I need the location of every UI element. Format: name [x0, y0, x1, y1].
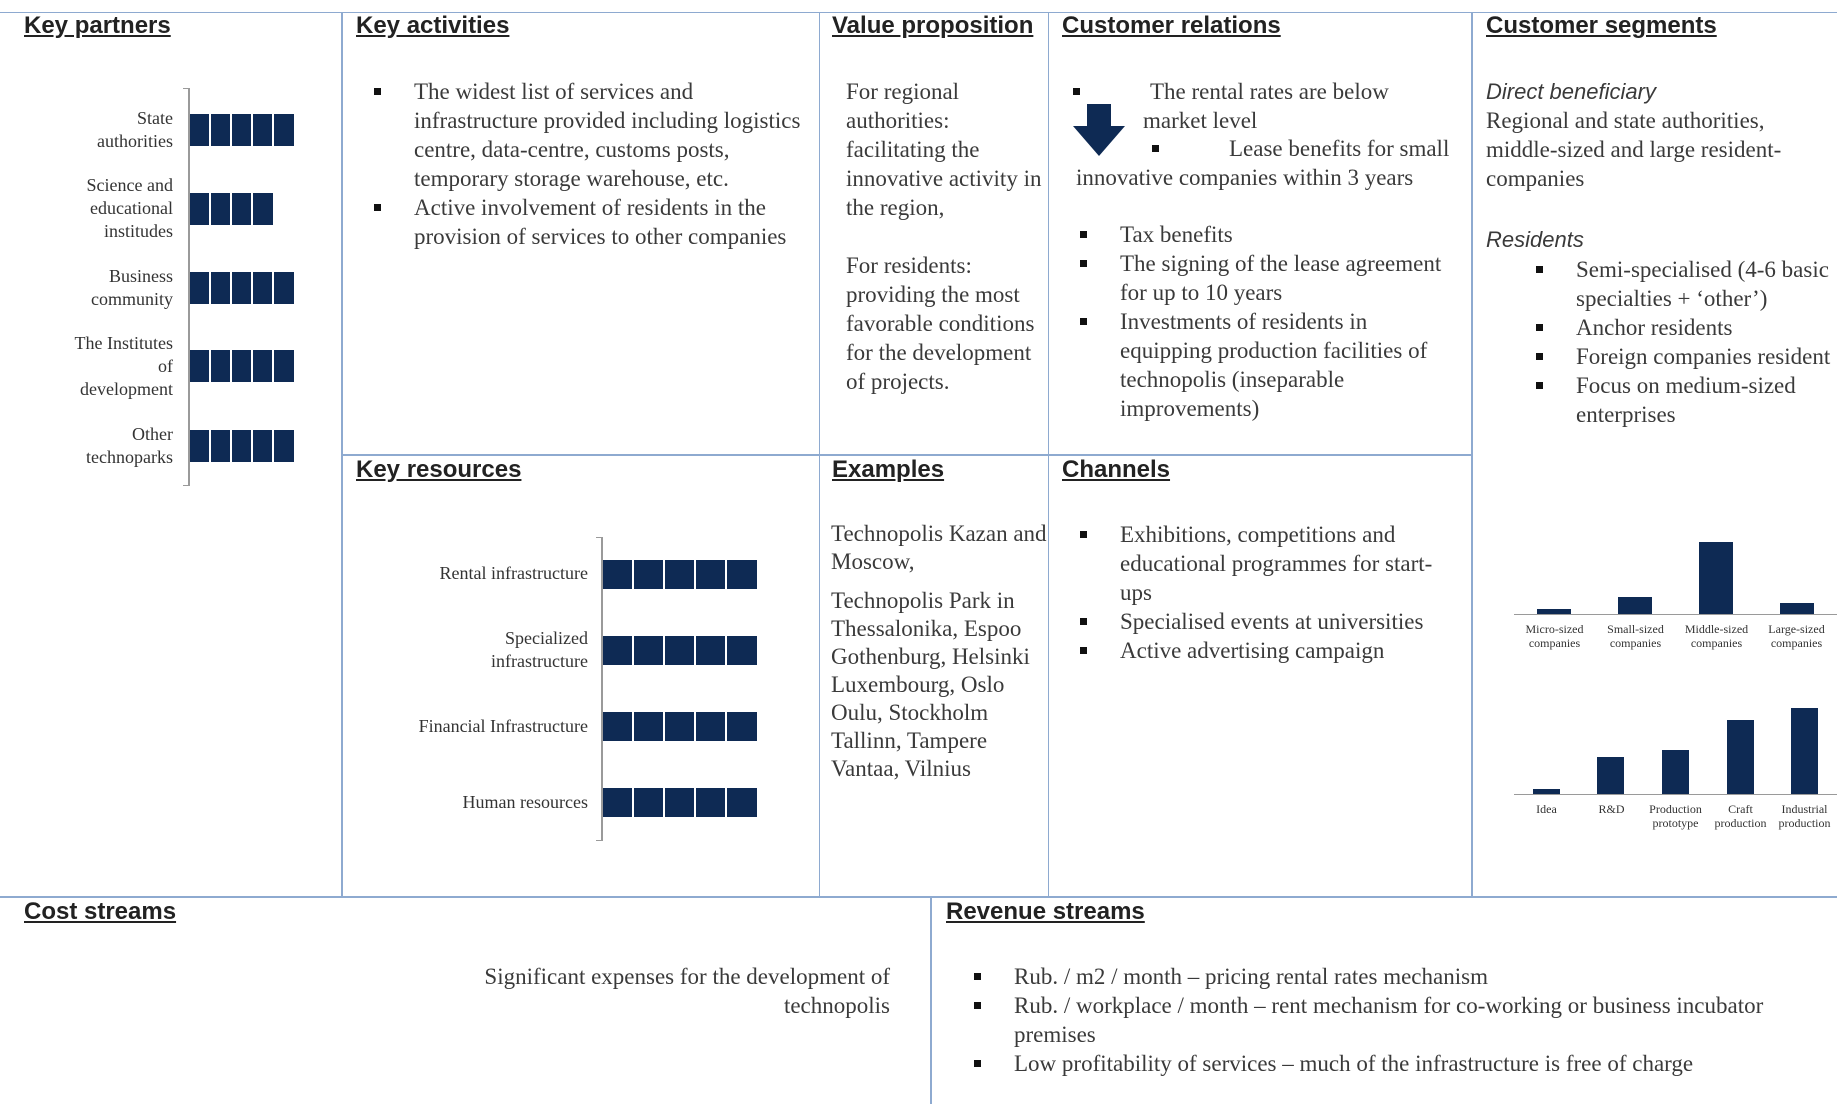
- key-activities-list: [368, 77, 808, 251]
- residents-title: Residents: [1486, 227, 1584, 252]
- cost-streams-title: Cost streams: [24, 898, 177, 925]
- resource-label: Human resources: [462, 792, 588, 812]
- value-proposition-title: Value proposition: [832, 12, 1034, 39]
- list-item: Rub. / workplace / month – rent mechanism for co-working or business incubator premises: [968, 991, 1828, 1049]
- project-stage-bar: [1727, 720, 1754, 794]
- partner-label: Business community: [91, 266, 173, 309]
- list-item: The signing of the lease agreement for up to 10 years: [1074, 249, 1464, 307]
- revenue-streams-title: Revenue streams: [946, 898, 1145, 925]
- project-stage-bar: [1662, 750, 1689, 794]
- key-partners-title: Key partners: [24, 12, 171, 39]
- resource-label: Rental infrastructure: [439, 563, 588, 583]
- list-item: Focus on medium-sized enterprises: [1530, 371, 1837, 429]
- list-item: Anchor residents: [1530, 313, 1837, 342]
- project-stage-category-label: Industrial production: [1778, 802, 1831, 830]
- list-item: Specialised events at universities: [1074, 607, 1464, 636]
- list-item: Low profitability of services – much of the infrastructure is free of charge: [968, 1049, 1828, 1078]
- resource-label: Financial Infrastructure: [418, 716, 588, 736]
- partner-bar: [190, 430, 294, 462]
- company-size-bar: [1780, 603, 1814, 614]
- resource-label: Specialized infrastructure: [491, 628, 588, 671]
- customer-relations-list: [1074, 220, 1464, 423]
- examples-para: Technopolis Park in Thessalonika, Espoo Gothenburg, Helsinki Luxembourg, Oslo Oulu, Stockholm Tallinn, Tampere Vantaa, Vilnius: [831, 588, 1030, 781]
- customer-relations-line1: The rental rates are below market level: [1143, 79, 1389, 133]
- partner-label: State authorities: [97, 108, 173, 151]
- partner-bar: [190, 193, 273, 225]
- company-size-category-label: Middle-sized companies: [1684, 622, 1749, 650]
- cost-streams-text: Significant expenses for the development of technopolis: [484, 964, 890, 1018]
- examples-text: [831, 520, 1047, 783]
- resource-bar: [603, 712, 757, 741]
- project-stage-bar: [1597, 757, 1624, 794]
- partner-label: The Institutes of development: [74, 333, 173, 399]
- value-para: For residents: providing the most favorable conditions for the development of projects.: [846, 253, 1035, 394]
- list-item: Rub. / m2 / month – pricing rental rates mechanism: [968, 962, 1828, 991]
- customer-relations-title: Customer relations: [1062, 12, 1281, 39]
- direct-beneficiary-title: Direct beneficiary: [1486, 79, 1656, 104]
- list-item: Tax benefits: [1074, 220, 1464, 249]
- company-size-category-label: Large-sized companies: [1768, 622, 1825, 650]
- examples-para: Technopolis Kazan and Moscow,: [831, 521, 1047, 574]
- value-proposition-text: [846, 77, 1046, 396]
- company-size-category-label: Micro-sized companies: [1525, 622, 1584, 650]
- project-stage-category-label: Production prototype: [1649, 802, 1702, 830]
- bullet-icon: [1073, 88, 1080, 95]
- company-size-axis: [1514, 614, 1837, 615]
- partner-bar: [190, 350, 294, 382]
- examples-title: Examples: [832, 456, 945, 483]
- revenue-streams-list: [968, 962, 1828, 1078]
- list-item: Active advertising campaign: [1074, 636, 1464, 665]
- channels-list: [1074, 520, 1464, 665]
- partner-label: Other technoparks: [86, 424, 173, 467]
- partner-bar: [190, 272, 294, 304]
- channels-title: Channels: [1062, 456, 1171, 483]
- customer-segments-title: Customer segments: [1486, 12, 1717, 39]
- project-stage-axis: [1514, 794, 1837, 795]
- company-size-bar: [1537, 609, 1571, 614]
- list-item: Active involvement of residents in the provision of services to other companies: [368, 193, 808, 251]
- company-size-bar: [1699, 542, 1733, 614]
- list-item: Foreign companies resident: [1530, 342, 1837, 371]
- residents-list: [1530, 255, 1837, 429]
- key-activities-title: Key activities: [356, 12, 510, 39]
- key-resources-title: Key resources: [356, 456, 522, 483]
- project-stage-category-label: R&D: [1598, 802, 1625, 816]
- list-item: Investments of residents in equipping production facilities of technopolis (inseparable improvements): [1074, 307, 1464, 423]
- resource-bar: [603, 560, 757, 589]
- project-stage-bar: [1791, 708, 1818, 794]
- company-size-bar: [1618, 597, 1652, 614]
- partner-label: Science and educational institudes: [86, 175, 173, 241]
- project-stage-category-label: Idea: [1536, 802, 1557, 816]
- project-stage-bar: [1533, 789, 1560, 794]
- partner-bar: [190, 114, 294, 146]
- customer-relations-line2: Lease benefits for small innovative companies within 3 years: [1076, 136, 1450, 190]
- resource-bar: [603, 788, 757, 817]
- value-para: For regional authorities: facilitating the innovative activity in the region,: [846, 79, 1042, 220]
- direct-beneficiary-text: Regional and state authorities, middle-sized and large resident-companies: [1486, 108, 1782, 191]
- project-stage-category-label: Craft production: [1714, 802, 1767, 830]
- resource-bar: [603, 636, 757, 665]
- list-item: Semi-specialised (4-6 basic specialties + ‘other’): [1530, 255, 1837, 313]
- company-size-category-label: Small-sized companies: [1607, 622, 1664, 650]
- list-item: Exhibitions, competitions and educational programmes for start-ups: [1074, 520, 1464, 607]
- list-item: The widest list of services and infrastructure provided including logistics centre, data-centre, customs posts, temporary storage warehouse, etc.: [368, 77, 808, 193]
- key-resources-cell: [342, 455, 820, 897]
